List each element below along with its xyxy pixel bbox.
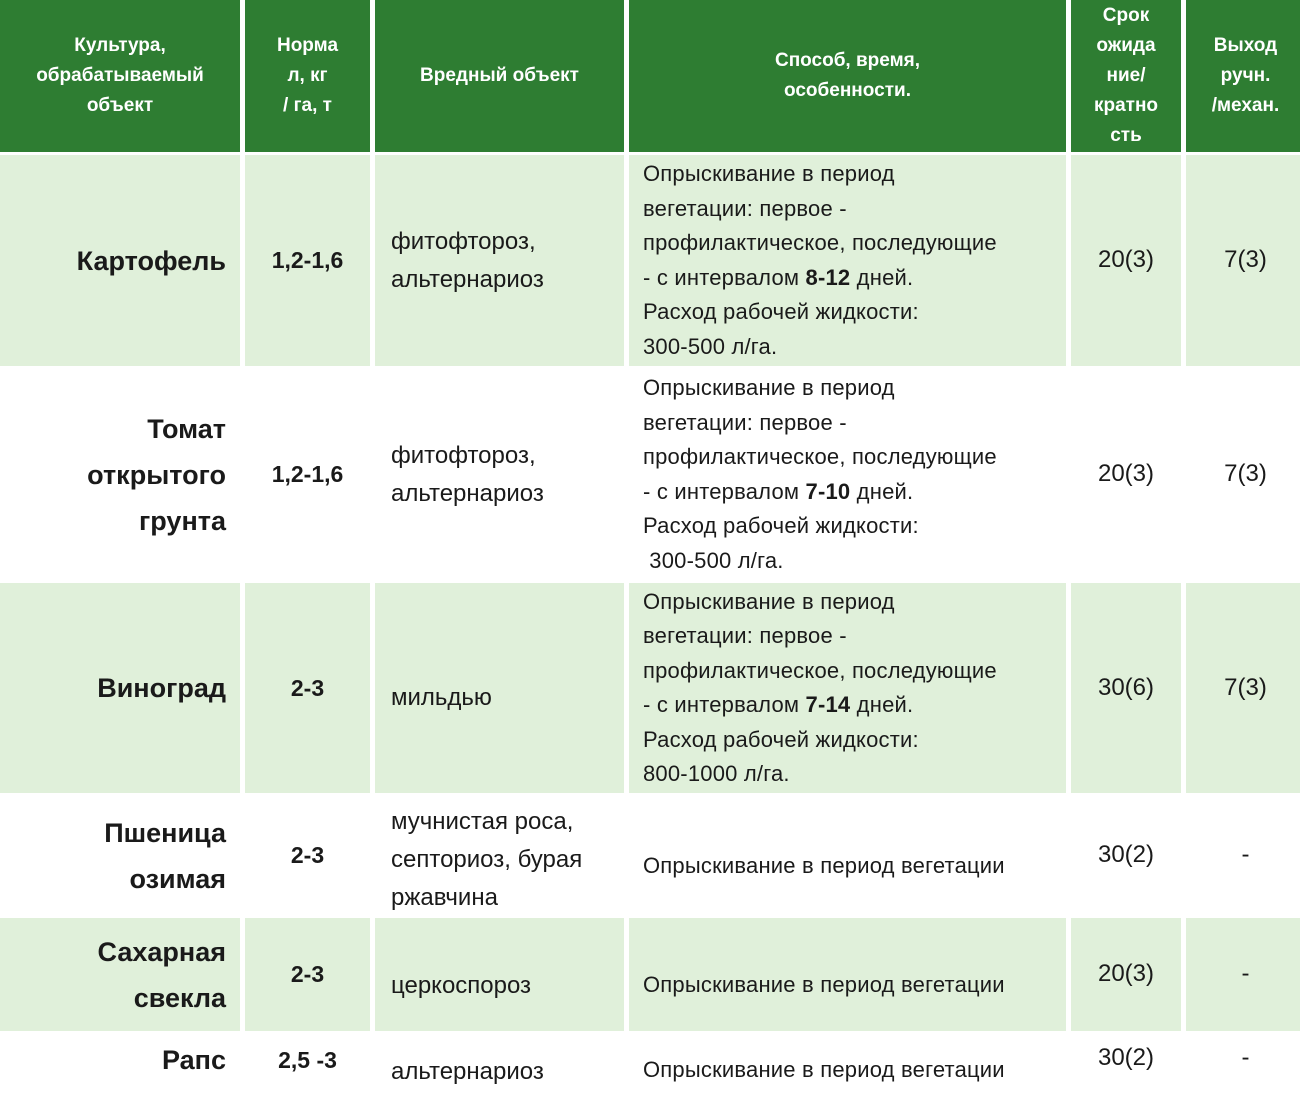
- header-pest: Вредный объект: [375, 0, 624, 155]
- pest-cell: церкоспороз: [375, 918, 624, 1031]
- table-row: [0, 583, 1300, 793]
- wait-cell: 20(3): [1071, 366, 1181, 583]
- crop-cell: Рапс: [0, 1031, 240, 1111]
- header-crop: Культура, обрабатываемый объект: [0, 0, 240, 155]
- norm-cell: 2-3: [245, 918, 370, 1031]
- pest-cell: мучнистая роса, септориоз, бурая ржавчина: [375, 793, 624, 918]
- crop-cell: Картофель: [0, 155, 240, 366]
- header-wait: Срок ожида ние/ кратно сть: [1071, 0, 1181, 155]
- method-cell: Опрыскивание в период вегетации: [629, 1031, 1066, 1111]
- table-row: [0, 793, 1300, 918]
- header-exit: Выход ручн. /механ.: [1186, 0, 1300, 155]
- norm-cell: 1,2-1,6: [245, 366, 370, 583]
- method-cell: Опрыскивание в период вегетации: первое - профилактическое, последующие - с интервалом 7-14 дней. Расход рабочей жидкости: 800-1000 л/га.: [629, 583, 1066, 793]
- crop-cell: Пшеница озимая: [0, 793, 240, 918]
- exit-cell: 7(3): [1186, 366, 1300, 583]
- method-cell: Опрыскивание в период вегетации: первое - профилактическое, последующие - с интервалом 8-12 дней. Расход рабочей жидкости: 300-500 л/га.: [629, 155, 1066, 366]
- norm-cell: 2,5 -3: [245, 1031, 370, 1111]
- wait-cell: 20(3): [1071, 918, 1181, 1031]
- method-cell: Опрыскивание в период вегетации: [629, 793, 1066, 918]
- pest-cell: альтернариоз: [375, 1031, 624, 1111]
- wait-cell: 30(2): [1071, 1031, 1181, 1111]
- table-row: [0, 918, 1300, 1031]
- header-norm: Норма л, кг / га, т: [245, 0, 370, 155]
- norm-cell: 1,2-1,6: [245, 155, 370, 366]
- header-method: Способ, время, особенности.: [629, 0, 1066, 155]
- header-row: [0, 0, 1300, 155]
- wait-cell: 20(3): [1071, 155, 1181, 366]
- norm-cell: 2-3: [245, 583, 370, 793]
- table-row: [0, 1031, 1300, 1111]
- method-cell: Опрыскивание в период вегетации: [629, 918, 1066, 1031]
- pest-cell: мильдью: [375, 583, 624, 793]
- exit-cell: -: [1186, 1031, 1300, 1111]
- exit-cell: 7(3): [1186, 155, 1300, 366]
- pest-cell: фитофтороз, альтернариоз: [375, 155, 624, 366]
- crop-cell: Томат открытого грунта: [0, 366, 240, 583]
- wait-cell: 30(2): [1071, 793, 1181, 918]
- crop-cell: Виноград: [0, 583, 240, 793]
- crop-cell: Сахарная свекла: [0, 918, 240, 1031]
- exit-cell: -: [1186, 793, 1300, 918]
- table-row: [0, 366, 1300, 583]
- wait-cell: 30(6): [1071, 583, 1181, 793]
- exit-cell: 7(3): [1186, 583, 1300, 793]
- exit-cell: -: [1186, 918, 1300, 1031]
- method-cell: Опрыскивание в период вегетации: первое - профилактическое, последующие - с интервалом 7-10 дней. Расход рабочей жидкости: 300-500 л/га.: [629, 366, 1066, 583]
- pest-cell: фитофтороз, альтернариоз: [375, 366, 624, 583]
- norm-cell: 2-3: [245, 793, 370, 918]
- table-row: [0, 155, 1300, 366]
